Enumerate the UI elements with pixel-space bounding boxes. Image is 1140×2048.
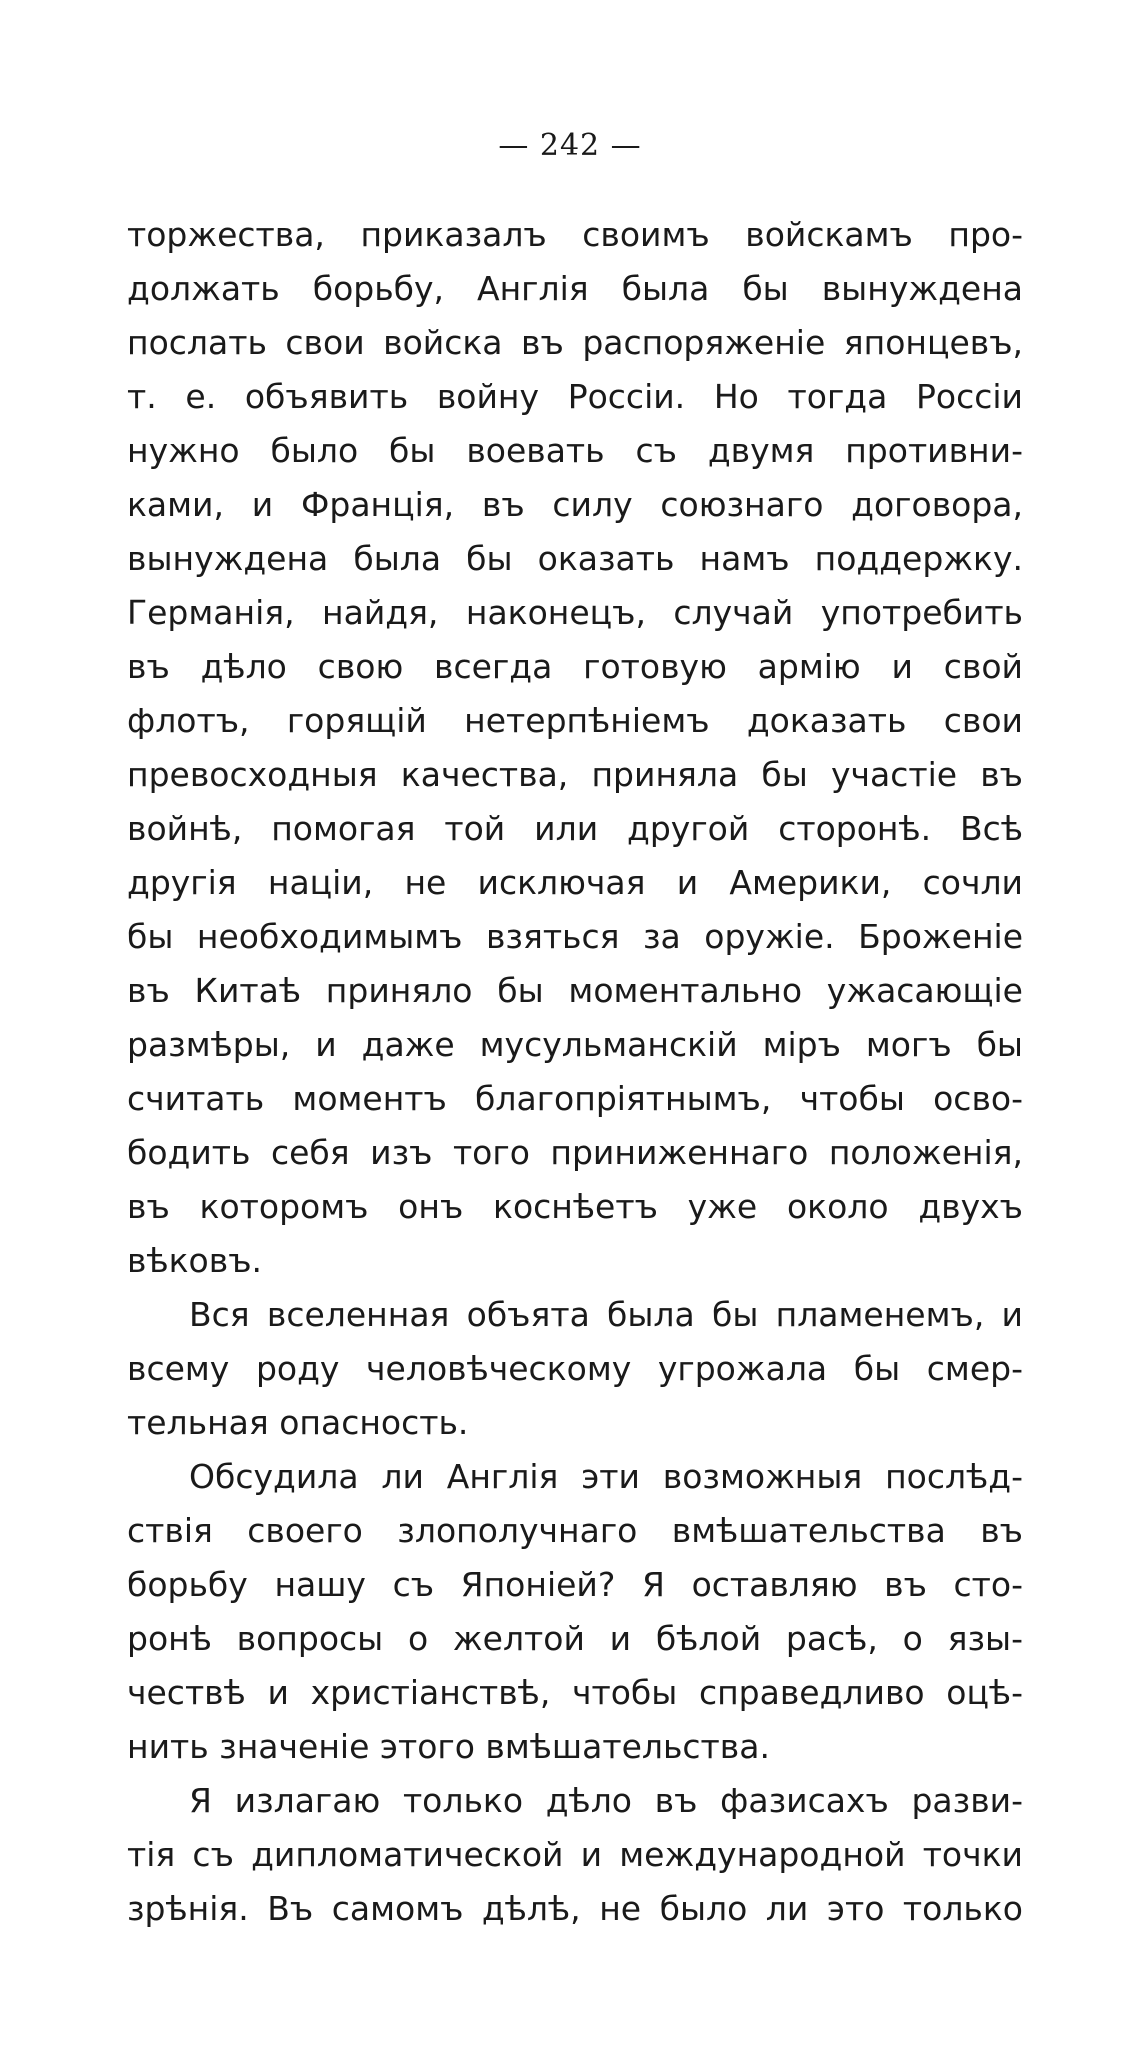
page-number: — 242 — bbox=[498, 128, 642, 163]
text-line: въ Китаѣ приняло бы моментально ужасающіе bbox=[127, 971, 1023, 1010]
text-line: нужно было бы воевать съ двумя противни- bbox=[127, 431, 1023, 470]
text-line: бодить себя изъ того приниженнаго положенія, bbox=[127, 1133, 1023, 1172]
text-line: нить значеніе этого вмѣшательства. bbox=[127, 1727, 770, 1766]
text-line: зрѣнія. Въ самомъ дѣлѣ, не было ли это только bbox=[127, 1889, 1023, 1928]
text-line: бы необходимымъ взяться за оружіе. Броженіе bbox=[127, 917, 1023, 956]
text-line: размѣры, и даже мусульманскій міръ могъ бы bbox=[127, 1025, 1023, 1064]
text-line: считать моментъ благопріятнымъ, чтобы осво- bbox=[127, 1079, 1023, 1118]
text-line: ронѣ вопросы о желтой и бѣлой расѣ, о язы- bbox=[127, 1619, 1023, 1658]
text-line: тельная опасность. bbox=[127, 1403, 469, 1442]
text-line: флотъ, горящій нетерпѣніемъ доказать свои bbox=[127, 701, 1023, 740]
text-line: всему роду человѣческому угрожала бы смер- bbox=[127, 1349, 1023, 1388]
text-line: т. е. объявить войну Россіи. Но тогда Россіи bbox=[127, 377, 1023, 416]
text-line: въ которомъ онъ коснѣетъ уже около двухъ bbox=[127, 1187, 1023, 1226]
text-line: чествѣ и христіанствѣ, чтобы справедливо оцѣ- bbox=[127, 1673, 1023, 1712]
text-line: другія націи, не исключая и Америки, сочли bbox=[127, 863, 1023, 902]
text-line: борьбу нашу съ Японіей? Я оставляю въ сто- bbox=[127, 1565, 1023, 1604]
text-line: въ дѣло свою всегда готовую армію и свой bbox=[127, 647, 1023, 686]
text-line: торжества, приказалъ своимъ войскамъ про- bbox=[127, 215, 1023, 254]
text-line: ками, и Францiя, въ силу союзнаго договора, bbox=[127, 485, 1023, 524]
text-line: войнѣ, помогая той или другой сторонѣ. Всѣ bbox=[127, 809, 1023, 848]
text-line: Я излагаю только дѣло въ фазисахъ разви- bbox=[189, 1781, 1023, 1820]
text-line: должать борьбу, Англія была бы вынуждена bbox=[127, 269, 1023, 308]
text-line: послать свои войска въ распоряженіе японцевъ, bbox=[127, 323, 1023, 362]
body-text bbox=[127, 208, 1023, 1936]
text-line: превосходныя качества, приняла бы участіе въ bbox=[127, 755, 1023, 794]
text-line: Германія, найдя, наконецъ, случай употребить bbox=[127, 593, 1023, 632]
text-line: Обсудила ли Англія эти возможныя послѣд- bbox=[189, 1457, 1023, 1496]
text-line: вынуждена была бы оказать намъ поддержку. bbox=[127, 539, 1023, 578]
text-line: Вся вселенная объята была бы пламенемъ, и bbox=[189, 1295, 1023, 1334]
text-line: ствія своего злополучнаго вмѣшательства въ bbox=[127, 1511, 1023, 1550]
text-line: вѣковъ. bbox=[127, 1241, 262, 1280]
text-line: тія съ дипломатической и международной точки bbox=[127, 1835, 1023, 1874]
